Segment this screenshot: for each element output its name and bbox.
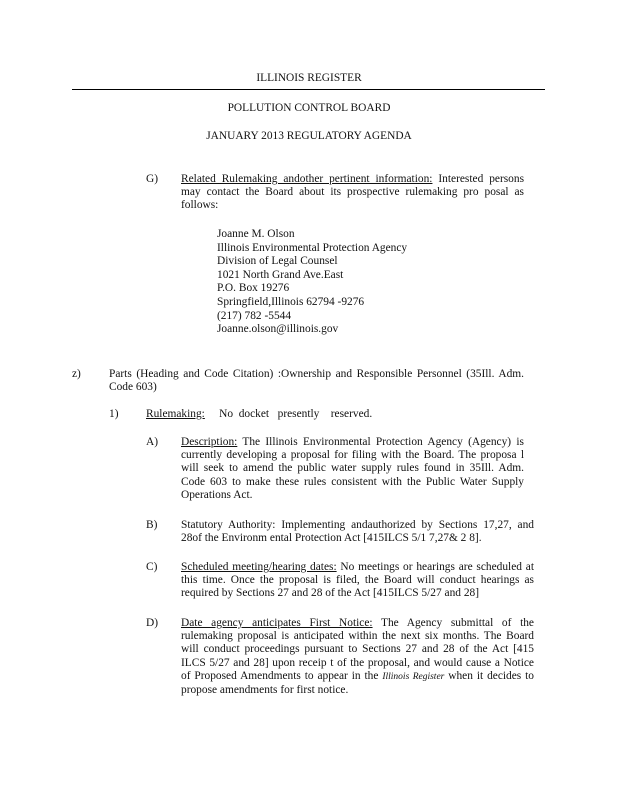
- item-a-marker: A): [146, 436, 159, 448]
- item-c-paragraph: [181, 561, 534, 601]
- item-b-marker: B): [146, 519, 158, 531]
- contact-name: Joanne M. Olson: [217, 228, 295, 240]
- item-1-text: No docket presently reserved.: [204, 408, 373, 420]
- item-1-paragraph: [146, 408, 372, 420]
- contact-pobox: P.O. Box 19276: [217, 282, 290, 295]
- contact-phone: (217) 782 -5544: [217, 309, 292, 322]
- item-c-text: No meetings or hearings are scheduled at this time. Once the proposal is filed, the Board will conduct hearings as required by Sections 27 and 28 of the Act [415ILCS 5/27 and 28]: [181, 561, 534, 600]
- item-a-paragraph: [181, 436, 524, 502]
- item-d-paragraph: [181, 617, 534, 697]
- item-a-heading: Description:: [181, 436, 238, 448]
- contact-division: Division of Legal Counsel: [217, 255, 338, 268]
- header-rule: [72, 89, 545, 90]
- agenda-title: JANUARY 2013 REGULATORY AGENDA: [206, 130, 412, 142]
- item-d-text-after: when it decides to propose amendments for first notice.: [181, 669, 535, 697]
- contact-city: Springfield,Illinois 62794 -9276: [217, 295, 365, 308]
- section-z-text: Parts (Heading and Code Citation) :Ownership and Responsible Personnel (35Ill. Adm. Code 603): [109, 368, 524, 394]
- item-d-marker: D): [146, 617, 159, 629]
- contact-email: Joanne.olson@illinois.gov: [217, 323, 339, 336]
- item-c-heading: Scheduled meeting/hearing dates:: [181, 561, 337, 573]
- contact-agency: Illinois Environmental Protection Agency: [217, 241, 408, 254]
- item-a-text: The Illinois Environmental Protection Agency (Agency) is currently developing a proposal for filing with the Board. The proposa l will seek to amend the public water supply rules found in 35Ill. Adm. Code 603 to make these rules consistent with the Public Water Supply Operations Act.: [181, 436, 524, 501]
- item-d-text-before: The Agency submittal of the rulemaking proposal is anticipated within the next six months. The Board will conduct proceedings pursuant to Sections 27 and 28 of the Act [415 ILCS 5/27 and 28] upon receip t of the proposal, and would cause a Notice of Proposed Amendments to appear in the: [181, 617, 534, 682]
- item-1-heading: Rulemaking:: [146, 408, 205, 420]
- item-c-marker: C): [146, 561, 158, 573]
- illinois-register-name: Illinois Register: [382, 671, 445, 682]
- register-title: ILLINOIS REGISTER: [256, 72, 362, 84]
- board-title: POLLUTION CONTROL BOARD: [227, 102, 391, 114]
- item-b-text: Statutory Authority: Implementing andauthorized by Sections 17,27, and 28of the Environm ental Protection Act [415ILCS 5/1 7,27& 2 8].: [181, 519, 534, 545]
- contact-street: 1021 North Grand Ave.East: [217, 268, 344, 281]
- section-g-marker: G): [146, 173, 159, 185]
- section-z-marker: z): [72, 368, 81, 380]
- section-g-heading: Related Rulemaking andother pertinent information:: [181, 173, 433, 185]
- item-d-heading: Date agency anticipates First Notice:: [181, 617, 373, 629]
- section-g-text: Interested persons may contact the Board about its prospective rulemaking pro posal as follows:: [181, 173, 525, 212]
- contact-address: [217, 228, 407, 337]
- section-g-paragraph: [181, 173, 524, 213]
- item-1-marker: 1): [109, 408, 119, 420]
